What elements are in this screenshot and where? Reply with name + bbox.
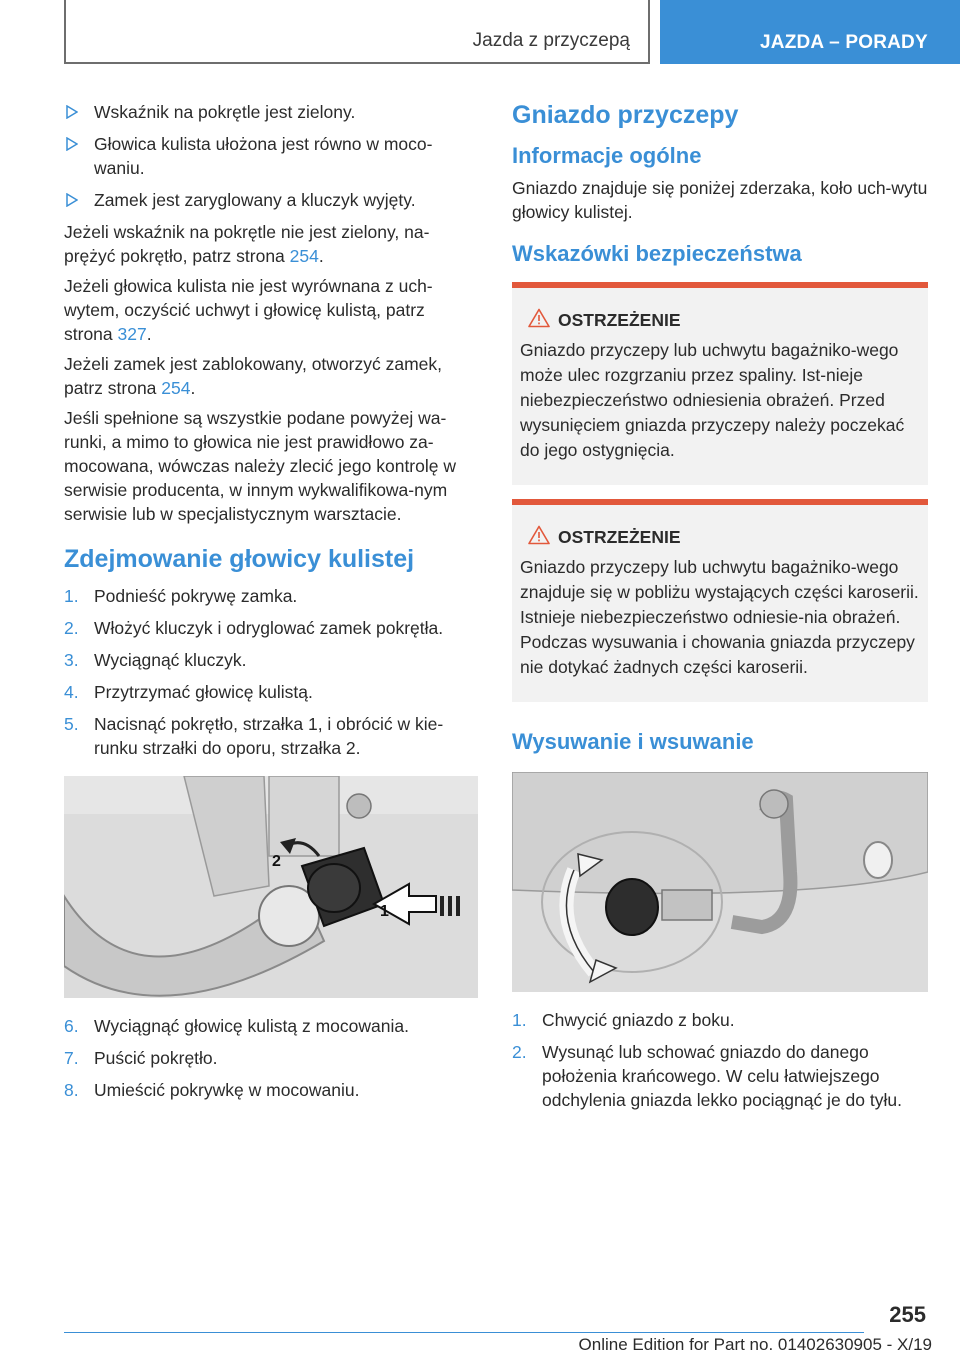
trailer-socket-illustration: [512, 772, 928, 992]
warning-heading: OSTRZEŻENIE: [520, 308, 920, 332]
ball-head-illustration: [64, 776, 478, 998]
triangle-bullet-icon: [66, 137, 78, 151]
footer-edition: Online Edition for Part no. 01402630905 - X/19: [578, 1335, 932, 1354]
check-item: Głowica kulista ułożona jest równo w moco-waniu.: [64, 132, 478, 180]
check-item: Wskaźnik na pokrętle jest zielony.: [64, 100, 478, 124]
warning-heading: OSTRZEŻENIE: [520, 525, 920, 549]
warning-triangle-icon: [528, 308, 550, 328]
arrow-label-2: 2: [272, 853, 281, 870]
list-item: 3. Wyciągnąć kluczyk.: [64, 650, 247, 670]
paragraph-lock: Jeżeli zamek jest zablokowany, otworzyć zamek, patrz strona 254.: [64, 354, 443, 398]
list-item: 6. Wyciągnąć głowicę kulistą z mocowania.: [64, 1016, 409, 1036]
header-section-title: Jazda z przyczepą: [472, 30, 630, 51]
triangle-bullet-icon: [66, 193, 78, 207]
page-link[interactable]: 254: [161, 378, 191, 398]
list-item: 8. Umieścić pokrywkę w mocowaniu.: [64, 1080, 360, 1100]
arrow-label-1: 1: [380, 903, 389, 920]
warning-text: Gniazdo przyczepy lub uchwytu bagażniko-wego znajduje się w pobliżu wystających części karoserii. Istnieje niebezpieczeństwo odniesie-nia obrażeń. Podczas wysuwania i chowania gniazda przyczepy nie dotykać żadnych części karoserii.: [520, 557, 919, 677]
right-column: [512, 100, 928, 1120]
general-heading: Informacje ogólne: [512, 143, 702, 168]
paragraph-alignment: Jeżeli głowica kulista nie jest wyrównana z uch-wytem, oczyścić uchwyt i głowicę kulistą, patrz strona 327.: [64, 276, 433, 344]
check-list: [64, 100, 478, 212]
paragraph-indicator: Jeżeli wskaźnik na pokrętle nie jest zielony, na-prężyć pokrętło, patrz strona 254.: [64, 222, 430, 266]
list-item: 1. Chwycić gniazdo z boku.: [512, 1010, 735, 1030]
check-item: Zamek jest zaryglowany a kluczyk wyjęty.: [64, 188, 478, 212]
warning-triangle-icon: [528, 525, 550, 545]
header-chapter-tab[interactable]: [660, 0, 960, 64]
general-text: Gniazdo znajduje się poniżej zderzaka, koło uch-wytu głowicy kulistej.: [512, 178, 928, 222]
list-item: 5. Nacisnąć pokrętło, strzałka 1, i obrócić w kie-runku strzałki do oporu, strzałka 2.: [64, 714, 444, 758]
section-heading: Zdejmowanie głowicy kulistej: [64, 545, 415, 573]
list-item: 2. Włożyć kluczyk i odryglować zamek pokrętła.: [64, 618, 444, 638]
warning-box: [512, 282, 928, 485]
warning-text: Gniazdo przyczepy lub uchwytu bagażniko-wego może ulec rozgrzaniu przez spaliny. Ist-nieje niebezpieczeństwo odniesienia obrażeń. Przed wysunięciem gniazda przyczepy należy poczekać do jego ostygnięcia.: [520, 340, 905, 460]
page-link[interactable]: 327: [117, 324, 147, 344]
warning-box: [512, 499, 928, 702]
extend-heading: Wysuwanie i wsuwanie: [512, 729, 754, 754]
footer-divider: [64, 1332, 864, 1333]
left-column: [64, 100, 478, 1110]
triangle-bullet-icon: [66, 105, 78, 119]
page-link[interactable]: 254: [289, 246, 319, 266]
list-item: 4. Przytrzymać głowicę kulistą.: [64, 682, 313, 702]
extend-steps-list: [512, 1008, 928, 1112]
page-section-title: Gniazdo przyczepy: [512, 101, 739, 129]
list-item: 2. Wysunąć lub schować gniazdo do danego położenia krańcowego. W celu łatwiejszego odchylenia gniazda lekko pociągnąć je do tyłu.: [512, 1042, 902, 1110]
list-item: 1. Podnieść pokrywę zamka.: [64, 586, 298, 606]
header-chapter-title: JAZDA – PORADY: [760, 32, 928, 53]
steps-list-continued: [64, 1014, 478, 1102]
steps-list: [64, 584, 478, 760]
header-section-box: [64, 0, 650, 64]
page-number: 255: [889, 1302, 926, 1327]
list-item: 7. Puścić pokrętło.: [64, 1048, 218, 1068]
paragraph-service: Jeśli spełnione są wszystkie podane powyżej wa-runki, a mimo to głowica nie jest prawidłowo za-mocowana, wówczas należy zlecić jego kontrolę w serwisie producenta, w innym wykwalifikowa-nym serwisie lub w specjalistycznym warsztacie.: [64, 408, 456, 524]
safety-heading: Wskazówki bezpieczeństwa: [512, 241, 802, 266]
